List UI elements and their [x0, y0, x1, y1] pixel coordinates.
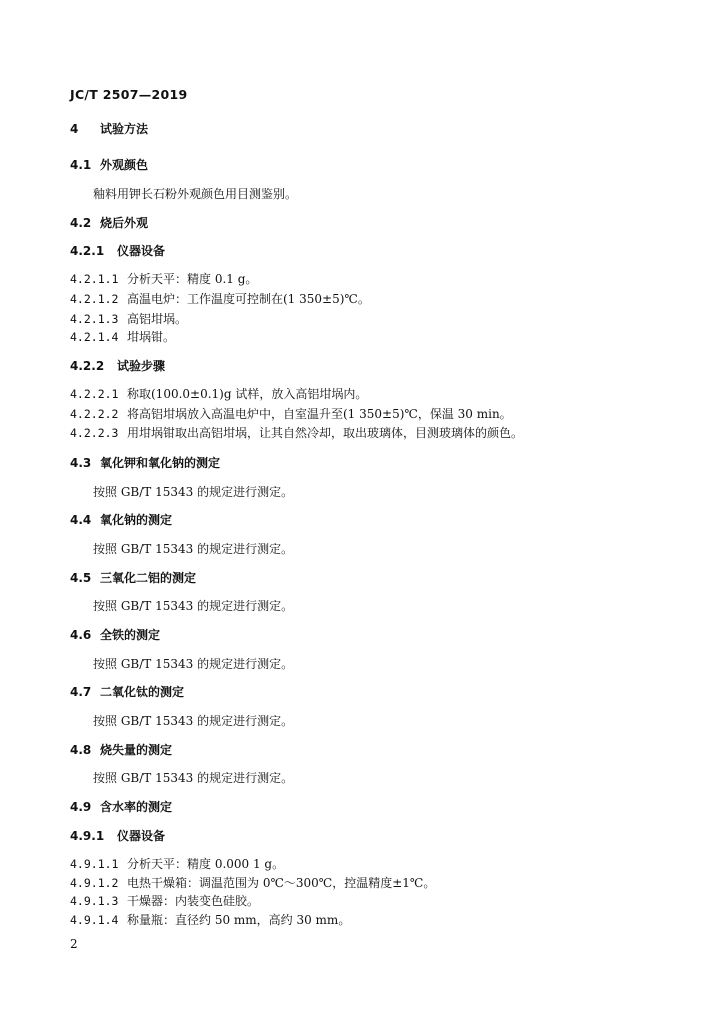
clause-number: 4.9	[70, 800, 92, 814]
clause-number: 4.2.1.1	[70, 272, 119, 286]
clause-text: 三氧化二铝的测定	[100, 571, 197, 585]
clause-text: 按照 GB/T 15343 的规定进行测定。	[93, 599, 294, 613]
clause-number: 4.2.2.1	[70, 387, 119, 401]
clause-number: 4.2.1.4	[70, 330, 119, 344]
section-heading	[70, 799, 172, 815]
clause-item	[70, 329, 175, 345]
clause-number: 4.2.1	[70, 244, 105, 258]
clause-number: 4.5	[70, 571, 92, 585]
section-heading	[70, 121, 148, 137]
clause-number: 4.9.1.4	[70, 913, 119, 927]
clause-item	[70, 893, 259, 909]
section-heading	[70, 627, 160, 643]
clause-text: 氧化钾和氧化钠的测定	[100, 456, 221, 470]
clause-text: 按照 GB/T 15343 的规定进行测定。	[93, 485, 294, 499]
clause-text: 按照 GB/T 15343 的规定进行测定。	[93, 542, 294, 556]
clause-item	[70, 386, 367, 402]
clause-number: 4.2.2.3	[70, 426, 119, 440]
clause-text: 二氧化钛的测定	[100, 685, 185, 699]
section-heading	[70, 358, 165, 374]
clause-text: 干燥器：内装变色硅胶。	[127, 894, 260, 908]
clause-number: 4.4	[70, 513, 92, 527]
clause-text: 釉料用钾长石粉外观颜色用目测鉴别。	[93, 187, 298, 201]
clause-text: 高铝坩埚。	[127, 312, 188, 326]
clause-item	[70, 406, 512, 422]
clause-number: 4.6	[70, 628, 92, 642]
clause-number: 4	[70, 122, 79, 136]
clause-number: 4.9.1.2	[70, 876, 119, 890]
clause-number: 4.7	[70, 685, 92, 699]
clause-text: 全铁的测定	[100, 628, 161, 642]
section-heading	[70, 455, 220, 471]
clause-text: 仪器设备	[117, 244, 166, 258]
clause-text: 氧化钠的测定	[100, 513, 173, 527]
clause-text: 电热干燥箱：调温范围为 0℃～300℃，控温精度±1℃。	[127, 876, 436, 890]
body-paragraph	[93, 484, 293, 500]
body-paragraph	[93, 541, 293, 557]
clause-number: 4.8	[70, 743, 92, 757]
clause-text: 试验方法	[100, 122, 149, 136]
clause-text: 将高铝坩埚放入高温电炉中，自室温升至(1 350±5)℃，保温 30 min。	[127, 407, 512, 421]
document-code-header: JC/T 2507—2019	[70, 87, 188, 102]
clause-number: 4.2.2	[70, 359, 105, 373]
clause-item	[70, 271, 257, 287]
section-heading	[70, 512, 172, 528]
clause-number: 4.2.1.2	[70, 292, 119, 306]
clause-number: 4.1	[70, 158, 92, 172]
clause-number: 4.9.1.3	[70, 894, 119, 908]
body-paragraph	[93, 713, 293, 729]
section-heading	[70, 742, 172, 758]
clause-text: 烧后外观	[100, 216, 149, 230]
clause-text: 分析天平：精度 0.1 g。	[127, 272, 258, 286]
clause-number: 4.2	[70, 216, 92, 230]
clause-text: 外观颜色	[100, 158, 149, 172]
section-heading	[70, 828, 165, 844]
clause-item	[70, 875, 435, 891]
clause-text: 坩埚钳。	[127, 330, 176, 344]
clause-item	[70, 856, 284, 872]
section-heading	[70, 243, 165, 259]
clause-number: 4.2.2.2	[70, 407, 119, 421]
clause-number: 4.9.1.1	[70, 857, 119, 871]
clause-text: 用坩埚钳取出高铝坩埚，让其自然冷却，取出玻璃体，目测玻璃体的颜色。	[127, 426, 524, 440]
clause-text: 烧失量的测定	[100, 743, 173, 757]
section-heading	[70, 684, 184, 700]
section-heading	[70, 570, 196, 586]
clause-number: 4.3	[70, 456, 92, 470]
body-paragraph	[93, 598, 293, 614]
body-paragraph	[93, 186, 297, 202]
clause-text: 称量瓶：直径约 50 mm，高约 30 mm。	[127, 913, 351, 927]
clause-text: 分析天平：精度 0.000 1 g。	[127, 857, 285, 871]
page-number: 2	[70, 937, 78, 951]
clause-number: 4.9.1	[70, 829, 105, 843]
clause-text: 称取(100.0±0.1)g 试样，放入高铝坩埚内。	[127, 387, 368, 401]
clause-text: 高温电炉：工作温度可控制在(1 350±5)℃。	[127, 292, 370, 306]
clause-text: 仪器设备	[117, 829, 166, 843]
clause-item	[70, 425, 523, 441]
section-heading	[70, 157, 148, 173]
clause-item	[70, 912, 350, 928]
clause-text: 含水率的测定	[100, 800, 173, 814]
clause-text: 按照 GB/T 15343 的规定进行测定。	[93, 771, 294, 785]
body-paragraph	[93, 770, 293, 786]
clause-number: 4.2.1.3	[70, 312, 119, 326]
section-heading	[70, 215, 148, 231]
clause-text: 试验步骤	[117, 359, 166, 373]
clause-item	[70, 291, 370, 307]
clause-item	[70, 311, 187, 327]
clause-text: 按照 GB/T 15343 的规定进行测定。	[93, 714, 294, 728]
clause-text: 按照 GB/T 15343 的规定进行测定。	[93, 657, 294, 671]
body-paragraph	[93, 656, 293, 672]
